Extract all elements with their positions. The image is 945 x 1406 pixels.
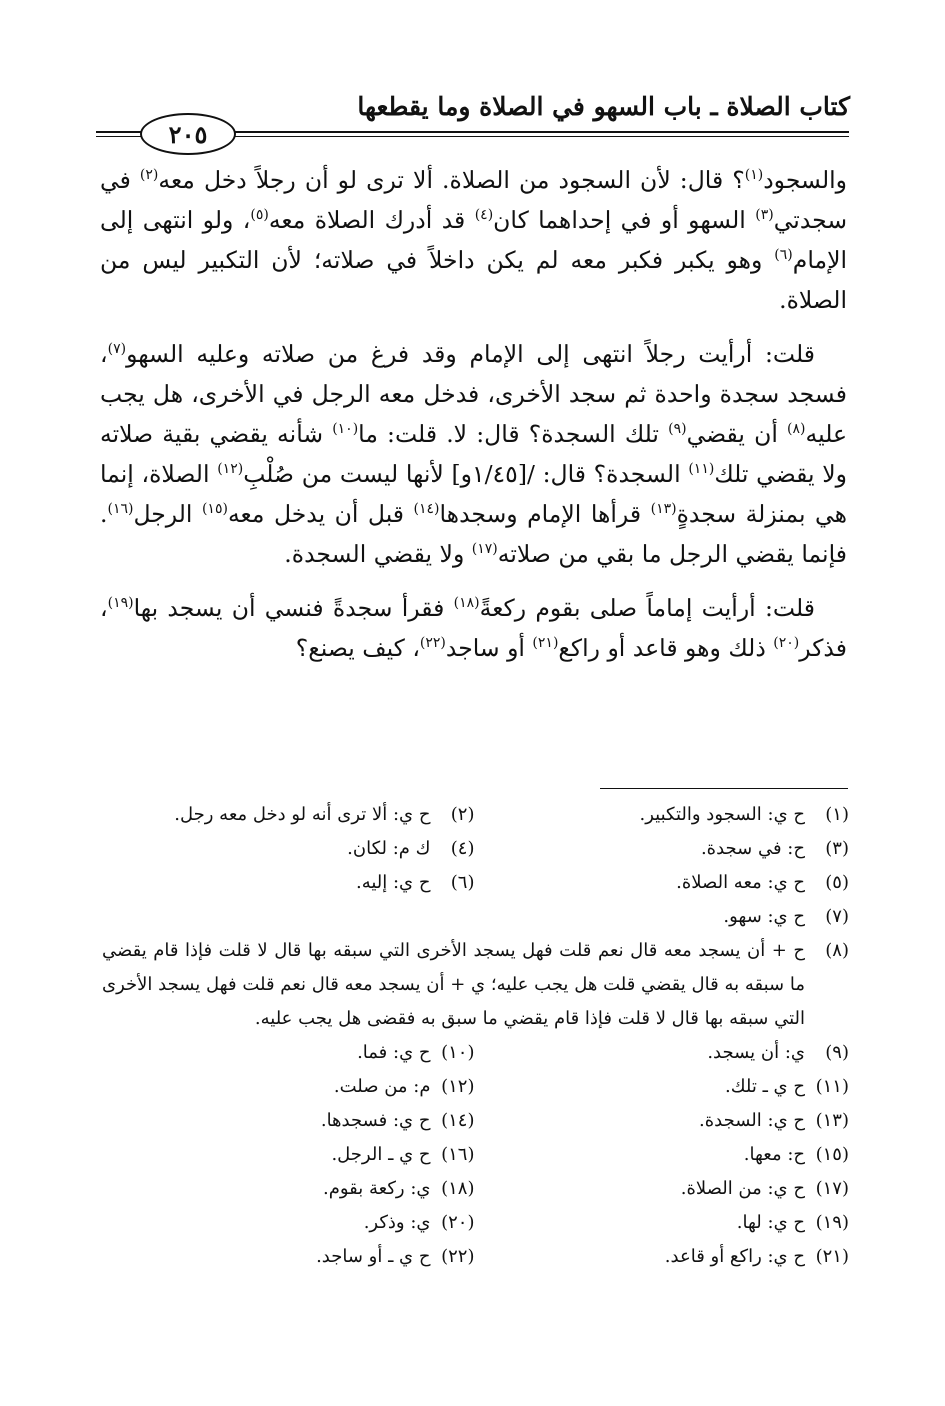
text-run: قلت: أرأيت رجلاً انتهى إلى الإمام وقد فرغ من صلاته وعليه السهو: [126, 340, 815, 368]
text-run: ، فذكر: [100, 594, 847, 662]
footnote: [100, 798, 475, 832]
footnote: [475, 1206, 850, 1240]
footnote-ref: (١٤): [413, 501, 440, 518]
text-run: ، ولو انتهى إلى الإمام: [100, 206, 847, 274]
footnote-row: [100, 1070, 849, 1104]
footnote-number: (١١): [815, 1076, 849, 1097]
footnote-number: (١٧): [815, 1178, 849, 1199]
footnote: [100, 1206, 475, 1240]
footnote-row: [100, 798, 849, 832]
page-number-text: ٢٠٥: [168, 119, 208, 149]
footnote-ref: (١٨): [453, 595, 480, 612]
footnote-number: (٦): [450, 872, 475, 893]
footnote-number: (١٩): [815, 1212, 849, 1233]
footnote: [475, 866, 850, 900]
footnote-text: ح ي: فما.: [357, 1042, 431, 1063]
footnote-row: [100, 900, 849, 934]
footnote-number: (٢٠): [441, 1212, 475, 1233]
text-run: السجدة؟ قال: /[١/٤٥و] لأنها ليست من صُلْبِ: [243, 460, 689, 488]
text-run: قد أدرك الصلاة معه: [268, 206, 475, 234]
footnote-text: ح ي: فسجدها.: [320, 1110, 431, 1131]
footnote-ref: (٧): [107, 341, 127, 358]
footnote-ref: (٨): [787, 421, 806, 438]
footnote-row: [100, 1206, 849, 1240]
footnote-ref: (٢١): [532, 635, 559, 652]
footnote-row: [100, 866, 849, 900]
footnote-text: ح ي ـ أو ساجد.: [316, 1246, 431, 1267]
footnote-number: (٣): [825, 838, 849, 859]
text-run: أن يقضي: [686, 420, 788, 448]
footnote-row: [100, 832, 849, 866]
footnote-text: ح ي: لها.: [736, 1212, 805, 1233]
text-run: فقرأ سجدةً فنسي أن يسجد بها: [133, 594, 454, 622]
footnote-number: (٥): [825, 872, 849, 893]
paragraph: [100, 160, 847, 320]
footnote-text: ح ي: ألا ترى أنه لو دخل معه رجل.: [174, 804, 431, 825]
footnote-ref: (٢٢): [419, 635, 446, 652]
footnote: [100, 1138, 475, 1172]
footnote-ref: (٩): [668, 421, 687, 438]
footnote-text: ح: معها.: [743, 1144, 805, 1165]
footnote-ref: (٥): [250, 207, 269, 224]
footnote-number: (١٥): [815, 1144, 849, 1165]
footnote-row: [100, 1036, 849, 1070]
footnote-text: ي: وذكر.: [363, 1212, 431, 1233]
main-text: [100, 160, 847, 668]
footnote: [100, 866, 475, 900]
text-run: الرجل: [133, 500, 202, 528]
footnote-number: (٨): [825, 940, 849, 961]
footnote-text: ي: ركعة بقوم.: [323, 1178, 431, 1199]
footnote-ref: (٤): [474, 207, 494, 224]
footnote-number: (٢١): [815, 1246, 849, 1267]
text-run: قلت: أرأيت إماماً صلى بقوم ركعةً: [479, 594, 815, 622]
footnote: [100, 1240, 475, 1274]
footnote-text: ح ي ـ الرجل.: [331, 1144, 431, 1165]
text-run: قرأها الإمام وسجدها: [439, 500, 651, 528]
text-run: أو ساجد: [445, 634, 533, 662]
footnote-number: (١٠): [441, 1042, 475, 1063]
footnote-ref: (١٣): [650, 501, 677, 518]
footnote-text: ح ي: سهو.: [723, 906, 805, 927]
footnote-row: [100, 1172, 849, 1206]
footnote-text: ح ي: السجدة.: [699, 1110, 805, 1131]
footnote-number: (١٤): [441, 1110, 475, 1131]
text-run: ولا يقضي السجدة.: [284, 540, 472, 568]
text-run: ؟ قال: لأن السجود من الصلاة. ألا ترى لو أن رجلاً دخل معه: [158, 166, 745, 194]
footnote-text: ح + أن يسجد معه قال نعم قلت فهل يسجد الأخرى التي سبقه بها قال لا قلت فإذا قام يقضي ما سبقه به قال يقضي قلت هل يجب عليه؛ ي + أن يسجد معه قال نعم قلت فهل يسجد الأخرى التي سبقه بها قال لا قلت فإذا قام يقضي ما سبق به فقضى هل يجب عليه.: [102, 940, 805, 1029]
footnote-ref: (١٥): [201, 501, 228, 518]
footnote: [475, 1138, 850, 1172]
footnote-ref: (١): [744, 167, 764, 184]
footnote: [475, 798, 850, 832]
footnote-ref: (١٠): [332, 421, 359, 438]
footnote-ref: (١٧): [471, 541, 498, 558]
text-run: والسجود: [763, 166, 847, 194]
footnote-ref: (٢٠): [773, 635, 800, 652]
footnote-ref: (١٦): [107, 501, 134, 518]
footnote-ref: (١٢): [217, 461, 244, 478]
footnote: [100, 1036, 475, 1070]
footnote: [475, 832, 850, 866]
footnote-number: (١٦): [441, 1144, 475, 1165]
footnote-text: ك م: لكان.: [347, 838, 431, 859]
footnote: [475, 1240, 850, 1274]
footnote: [475, 900, 850, 934]
footnote-separator: [600, 788, 848, 789]
footnote-text: ح ي: من الصلاة.: [680, 1178, 805, 1199]
footnote: [100, 934, 849, 1036]
footnote: [100, 832, 475, 866]
footnote-text: ح ي: معه الصلاة.: [676, 872, 805, 893]
text-run: في سجدتي: [100, 166, 848, 234]
text-run: وهو يكبر فكبر معه لم يكن داخلاً في صلاته؛ لأن التكبير ليس من الصلاة.: [100, 246, 847, 314]
footnote: [100, 1070, 475, 1104]
footnote-text: ح ي: راكع أو قاعد.: [664, 1246, 805, 1267]
footnote-ref: (٣): [755, 207, 774, 224]
footnote: [475, 1172, 850, 1206]
footnote-number: (١٢): [441, 1076, 475, 1097]
footnote-row: [100, 1104, 849, 1138]
footnote: [475, 1104, 850, 1138]
footnote-text: ح ي: إليه.: [355, 872, 431, 893]
footnote-text: ح ي: السجود والتكبير.: [639, 804, 805, 825]
footnote-row: [100, 934, 849, 1036]
footnote-number: (٢٢): [441, 1246, 475, 1267]
footnote: [100, 1104, 475, 1138]
footnote-number: (١٨): [441, 1178, 475, 1199]
footnote-text: ي: أن يسجد.: [707, 1042, 805, 1063]
footnote-text: ح: في سجدة.: [700, 838, 805, 859]
footnote-ref: (٢): [139, 167, 159, 184]
footnote-number: (٢): [450, 804, 475, 825]
text-run: ذلك وهو قاعد أو راكع: [558, 634, 774, 662]
footnote-number: (٩): [825, 1042, 849, 1063]
text-run: ، فسجد سجدة واحدة ثم سجد الأخرى، فدخل معه الرجل في الأخرى، هل يجب عليه: [100, 340, 848, 448]
footnote-ref: (٦): [774, 247, 793, 264]
footnote-number: (٧): [825, 906, 849, 927]
footnote-ref: (١١): [688, 461, 715, 478]
text-run: الصلاة، إنما هي بمنزلة سجدةٍ: [100, 460, 847, 528]
text-run: ، كيف يصنع؟: [295, 634, 420, 662]
footnote: [475, 1070, 850, 1104]
paragraph: [100, 588, 847, 668]
text-run: . فإنما يقضي الرجل ما بقي من صلاته: [100, 500, 847, 568]
paragraph: [100, 334, 847, 574]
footnote-text: ح ي ـ تلك.: [724, 1076, 805, 1097]
text-run: شأنه يقضي بقية صلاته ولا يقضي تلك: [100, 420, 847, 488]
page-number: [140, 113, 236, 155]
footnote-number: (١٣): [815, 1110, 849, 1131]
text-run: قبل أن يدخل معه: [227, 500, 414, 528]
footnote: [100, 1172, 475, 1206]
footnotes: [100, 798, 849, 1274]
text-run: تلك السجدة؟ قال: لا. قلت: ما: [358, 420, 669, 448]
footnote: [475, 1036, 850, 1070]
footnote-text: م: من صلت.: [333, 1076, 431, 1097]
footnote-row: [100, 1138, 849, 1172]
footnote-ref: (١٩): [107, 595, 134, 612]
running-title: كتاب الصلاة ـ باب السهو في الصلاة وما يقطعها: [357, 92, 850, 121]
footnote-number: (١): [825, 804, 849, 825]
footnote-number: (٤): [450, 838, 475, 859]
footnote-row: [100, 1240, 849, 1274]
text-run: السهو أو في إحداهما كان: [493, 206, 756, 234]
